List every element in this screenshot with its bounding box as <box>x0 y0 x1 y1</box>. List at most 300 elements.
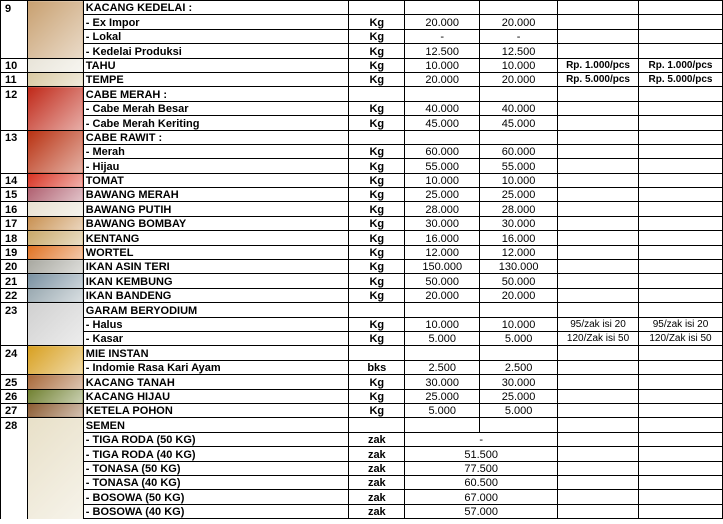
table-row <box>1 418 723 432</box>
kacang-tanah-photo <box>27 375 83 389</box>
price-1: 2.500 <box>405 360 480 374</box>
price-1: 10.000 <box>405 58 480 72</box>
row-number <box>1 504 28 518</box>
unit: Kg <box>349 403 405 417</box>
note-1 <box>558 418 639 432</box>
note-1 <box>558 188 639 202</box>
price-2: 20.000 <box>480 15 558 29</box>
price-1: 12.500 <box>405 44 480 58</box>
unit: Kg <box>349 202 405 216</box>
note-1 <box>558 360 639 374</box>
table-row <box>1 144 723 158</box>
note-1 <box>558 432 639 446</box>
row-number <box>1 44 28 58</box>
note-2 <box>639 188 723 202</box>
unit <box>349 418 405 432</box>
note-2: 120/Zak isi 50 <box>639 331 723 345</box>
price-2 <box>480 303 558 317</box>
row-number: 11 <box>1 72 28 86</box>
unit: Kg <box>349 15 405 29</box>
price-1: 5.000 <box>405 403 480 417</box>
unit: Kg <box>349 72 405 86</box>
note-1 <box>558 130 639 144</box>
table-row <box>1 58 723 72</box>
price-1 <box>405 130 480 144</box>
note-2 <box>639 375 723 389</box>
note-1 <box>558 173 639 187</box>
note-2 <box>639 216 723 230</box>
unit: Kg <box>349 389 405 403</box>
unit: zak <box>349 432 405 446</box>
table-row <box>1 260 723 274</box>
row-number: 9 <box>1 1 28 15</box>
price-2: 55.000 <box>480 159 558 173</box>
note-1 <box>558 144 639 158</box>
price-2: 25.000 <box>480 389 558 403</box>
row-number <box>1 360 28 374</box>
row-number: 21 <box>1 274 28 288</box>
unit <box>349 130 405 144</box>
table-row <box>1 461 723 475</box>
unit: zak <box>349 461 405 475</box>
note-1 <box>558 504 639 518</box>
price-2: 28.000 <box>480 202 558 216</box>
note-2 <box>639 274 723 288</box>
price-1 <box>405 303 480 317</box>
note-2 <box>639 130 723 144</box>
price-1: 12.000 <box>405 245 480 259</box>
note-1 <box>558 389 639 403</box>
price-2: 30.000 <box>480 375 558 389</box>
item-name: KENTANG <box>83 231 349 245</box>
price-2: 5.000 <box>480 331 558 345</box>
unit: Kg <box>349 188 405 202</box>
price-1: 150.000 <box>405 260 480 274</box>
tahu-photo <box>27 58 83 72</box>
note-1 <box>558 490 639 504</box>
cabe-merah-photo <box>27 87 83 130</box>
table-row <box>1 245 723 259</box>
note-2 <box>639 447 723 461</box>
note-2 <box>639 418 723 432</box>
note-1 <box>558 303 639 317</box>
row-number: 26 <box>1 389 28 403</box>
row-number <box>1 144 28 158</box>
item-name: - TONASA (40 KG) <box>83 475 349 489</box>
row-number: 24 <box>1 346 28 360</box>
item-name: - BOSOWA (50 KG) <box>83 490 349 504</box>
note-1 <box>558 461 639 475</box>
note-1: Rp. 5.000/pcs <box>558 72 639 86</box>
row-number <box>1 101 28 115</box>
unit: zak <box>349 447 405 461</box>
price-2: 50.000 <box>480 274 558 288</box>
note-2: Rp. 1.000/pcs <box>639 58 723 72</box>
price-1: 20.000 <box>405 288 480 302</box>
row-number: 27 <box>1 403 28 417</box>
row-number <box>1 461 28 475</box>
price-merged: 57.000 <box>405 504 558 518</box>
row-number: 13 <box>1 130 28 144</box>
note-2 <box>639 44 723 58</box>
table-row <box>1 303 723 317</box>
note-1 <box>558 202 639 216</box>
note-1 <box>558 159 639 173</box>
item-name: - Merah <box>83 144 349 158</box>
note-2 <box>639 231 723 245</box>
note-1 <box>558 87 639 101</box>
row-number <box>1 447 28 461</box>
price-1: 10.000 <box>405 173 480 187</box>
price-2: 25.000 <box>480 188 558 202</box>
ikan-kembung-photo <box>27 274 83 288</box>
note-1 <box>558 447 639 461</box>
item-name: - Halus <box>83 317 349 331</box>
unit: Kg <box>349 58 405 72</box>
item-name: MIE INSTAN <box>83 346 349 360</box>
item-name: TOMAT <box>83 173 349 187</box>
row-number <box>1 490 28 504</box>
note-1 <box>558 288 639 302</box>
row-number: 10 <box>1 58 28 72</box>
item-name: WORTEL <box>83 245 349 259</box>
row-number: 25 <box>1 375 28 389</box>
note-1: 120/Zak isi 50 <box>558 331 639 345</box>
unit: bks <box>349 360 405 374</box>
cabe-rawit-photo <box>27 130 83 173</box>
price-2: 20.000 <box>480 288 558 302</box>
price-2 <box>480 130 558 144</box>
price-1: 5.000 <box>405 331 480 345</box>
table-row <box>1 447 723 461</box>
row-number: 28 <box>1 418 28 432</box>
price-1: 60.000 <box>405 144 480 158</box>
table-row <box>1 216 723 230</box>
row-number <box>1 331 28 345</box>
item-name: IKAN BANDENG <box>83 288 349 302</box>
bawang-putih-photo <box>27 202 83 216</box>
table-row <box>1 130 723 144</box>
item-name: - TIGA RODA (50 KG) <box>83 432 349 446</box>
table-row <box>1 116 723 130</box>
note-1 <box>558 260 639 274</box>
item-name: IKAN ASIN TERI <box>83 260 349 274</box>
unit <box>349 1 405 15</box>
ikan-teri-photo <box>27 260 83 274</box>
row-number <box>1 15 28 29</box>
note-2 <box>639 288 723 302</box>
note-1 <box>558 346 639 360</box>
unit: Kg <box>349 317 405 331</box>
row-number: 18 <box>1 231 28 245</box>
price-1 <box>405 1 480 15</box>
item-name: KETELA POHON <box>83 403 349 417</box>
note-1 <box>558 101 639 115</box>
item-name: - Cabe Merah Keriting <box>83 116 349 130</box>
item-name: CABE MERAH : <box>83 87 349 101</box>
note-2 <box>639 360 723 374</box>
price-1: 25.000 <box>405 188 480 202</box>
item-name: BAWANG MERAH <box>83 188 349 202</box>
row-number: 23 <box>1 303 28 317</box>
item-name: BAWANG BOMBAY <box>83 216 349 230</box>
row-number: 16 <box>1 202 28 216</box>
price-1: 20.000 <box>405 15 480 29</box>
note-2 <box>639 504 723 518</box>
row-number <box>1 159 28 173</box>
price-1: 30.000 <box>405 216 480 230</box>
unit <box>349 303 405 317</box>
mie-photo <box>27 346 83 375</box>
note-2 <box>639 461 723 475</box>
unit: Kg <box>349 29 405 43</box>
note-2 <box>639 29 723 43</box>
unit: Kg <box>349 173 405 187</box>
table-row <box>1 173 723 187</box>
price-1: 28.000 <box>405 202 480 216</box>
item-name: - Indomie Rasa Kari Ayam <box>83 360 349 374</box>
unit: Kg <box>349 216 405 230</box>
note-1: Rp. 1.000/pcs <box>558 58 639 72</box>
price-2: 30.000 <box>480 216 558 230</box>
item-name: - Kedelai Produksi <box>83 44 349 58</box>
note-2 <box>639 389 723 403</box>
unit <box>349 87 405 101</box>
row-number: 19 <box>1 245 28 259</box>
item-name: - Hijau <box>83 159 349 173</box>
price-1 <box>405 418 480 432</box>
row-number <box>1 29 28 43</box>
price-2: 40.000 <box>480 101 558 115</box>
price-2: 2.500 <box>480 360 558 374</box>
price-2: 16.000 <box>480 231 558 245</box>
row-number: 14 <box>1 173 28 187</box>
note-2 <box>639 260 723 274</box>
price-1 <box>405 346 480 360</box>
item-name: GARAM BERYODIUM <box>83 303 349 317</box>
kentang-photo <box>27 231 83 245</box>
table-row <box>1 1 723 15</box>
note-2 <box>639 101 723 115</box>
note-2 <box>639 159 723 173</box>
unit: Kg <box>349 44 405 58</box>
note-2 <box>639 116 723 130</box>
note-1 <box>558 274 639 288</box>
ikan-bandeng-photo <box>27 288 83 302</box>
note-1 <box>558 231 639 245</box>
note-2 <box>639 346 723 360</box>
price-1: 16.000 <box>405 231 480 245</box>
price-1: 40.000 <box>405 101 480 115</box>
unit: Kg <box>349 116 405 130</box>
row-number <box>1 116 28 130</box>
item-name: CABE RAWIT : <box>83 130 349 144</box>
table-row <box>1 159 723 173</box>
note-2 <box>639 87 723 101</box>
note-2 <box>639 245 723 259</box>
table-row <box>1 72 723 86</box>
item-name: - TONASA (50 KG) <box>83 461 349 475</box>
bawang-merah-photo <box>27 188 83 202</box>
item-name: KACANG HIJAU <box>83 389 349 403</box>
table-row <box>1 475 723 489</box>
unit: zak <box>349 490 405 504</box>
row-number: 12 <box>1 87 28 101</box>
note-2 <box>639 432 723 446</box>
price-1: 20.000 <box>405 72 480 86</box>
ketela-photo <box>27 403 83 417</box>
note-2 <box>639 475 723 489</box>
unit: Kg <box>349 144 405 158</box>
price-1: 10.000 <box>405 317 480 331</box>
table-row <box>1 403 723 417</box>
price-2 <box>480 418 558 432</box>
unit: Kg <box>349 274 405 288</box>
price-2: 10.000 <box>480 173 558 187</box>
table-row <box>1 231 723 245</box>
unit: Kg <box>349 288 405 302</box>
price-2: 10.000 <box>480 58 558 72</box>
table-row <box>1 317 723 331</box>
item-name: - Ex Impor <box>83 15 349 29</box>
row-number <box>1 317 28 331</box>
price-2: 130.000 <box>480 260 558 274</box>
note-1 <box>558 116 639 130</box>
semen-photo <box>27 418 83 519</box>
note-2 <box>639 490 723 504</box>
item-name: BAWANG PUTIH <box>83 202 349 216</box>
price-merged: 77.500 <box>405 461 558 475</box>
unit: zak <box>349 504 405 518</box>
tomat-photo <box>27 173 83 187</box>
kacang-hijau-photo <box>27 389 83 403</box>
price-2 <box>480 346 558 360</box>
price-merged: 67.000 <box>405 490 558 504</box>
unit: Kg <box>349 245 405 259</box>
row-number: 17 <box>1 216 28 230</box>
note-2 <box>639 15 723 29</box>
bawang-bombay-photo <box>27 216 83 230</box>
table-row <box>1 360 723 374</box>
table-row <box>1 87 723 101</box>
table-row <box>1 331 723 345</box>
row-number <box>1 475 28 489</box>
table-row <box>1 288 723 302</box>
table-row <box>1 274 723 288</box>
unit: Kg <box>349 331 405 345</box>
note-1 <box>558 1 639 15</box>
note-1 <box>558 216 639 230</box>
price-merged: - <box>405 432 558 446</box>
table-row <box>1 202 723 216</box>
price-2: 12.000 <box>480 245 558 259</box>
price-1: 55.000 <box>405 159 480 173</box>
price-2: 5.000 <box>480 403 558 417</box>
row-number: 22 <box>1 288 28 302</box>
item-name: - Lokal <box>83 29 349 43</box>
wortel-photo <box>27 245 83 259</box>
price-2: - <box>480 29 558 43</box>
table-row <box>1 389 723 403</box>
price-1: 25.000 <box>405 389 480 403</box>
note-1 <box>558 44 639 58</box>
tempe-photo <box>27 72 83 86</box>
price-1 <box>405 87 480 101</box>
item-name: TAHU <box>83 58 349 72</box>
garam-photo <box>27 303 83 346</box>
unit: Kg <box>349 231 405 245</box>
unit <box>349 346 405 360</box>
note-2: Rp. 5.000/pcs <box>639 72 723 86</box>
unit: Kg <box>349 159 405 173</box>
price-2: 60.000 <box>480 144 558 158</box>
price-1: 45.000 <box>405 116 480 130</box>
price-1: 30.000 <box>405 375 480 389</box>
table-row <box>1 375 723 389</box>
item-name: KACANG KEDELAI : <box>83 1 349 15</box>
note-1 <box>558 245 639 259</box>
table-row <box>1 432 723 446</box>
table-row <box>1 29 723 43</box>
table-row <box>1 346 723 360</box>
note-2 <box>639 202 723 216</box>
table-row <box>1 15 723 29</box>
price-2 <box>480 87 558 101</box>
table-row <box>1 490 723 504</box>
row-number: 15 <box>1 188 28 202</box>
item-name: - Kasar <box>83 331 349 345</box>
unit: Kg <box>349 101 405 115</box>
table-row <box>1 101 723 115</box>
price-1: - <box>405 29 480 43</box>
unit: Kg <box>349 260 405 274</box>
row-number: 20 <box>1 260 28 274</box>
note-1 <box>558 29 639 43</box>
table-row <box>1 188 723 202</box>
note-2 <box>639 303 723 317</box>
price-2: 10.000 <box>480 317 558 331</box>
price-2: 45.000 <box>480 116 558 130</box>
item-name: - BOSOWA (40 KG) <box>83 504 349 518</box>
price-2: 20.000 <box>480 72 558 86</box>
item-name: - Cabe Merah Besar <box>83 101 349 115</box>
unit: zak <box>349 475 405 489</box>
price-2 <box>480 1 558 15</box>
item-name: IKAN KEMBUNG <box>83 274 349 288</box>
note-2 <box>639 403 723 417</box>
item-name: TEMPE <box>83 72 349 86</box>
note-2 <box>639 173 723 187</box>
table-row <box>1 504 723 518</box>
price-merged: 51.500 <box>405 447 558 461</box>
note-1: 95/zak isi 20 <box>558 317 639 331</box>
note-2 <box>639 144 723 158</box>
kedelai-photo <box>27 1 83 59</box>
table-row <box>1 44 723 58</box>
note-1 <box>558 475 639 489</box>
row-number <box>1 432 28 446</box>
note-2 <box>639 1 723 15</box>
note-1 <box>558 375 639 389</box>
note-2: 95/zak isi 20 <box>639 317 723 331</box>
unit: Kg <box>349 375 405 389</box>
price-merged: 60.500 <box>405 475 558 489</box>
item-name: - TIGA RODA (40 KG) <box>83 447 349 461</box>
note-1 <box>558 403 639 417</box>
item-name: KACANG TANAH <box>83 375 349 389</box>
price-2: 12.500 <box>480 44 558 58</box>
item-name: SEMEN <box>83 418 349 432</box>
